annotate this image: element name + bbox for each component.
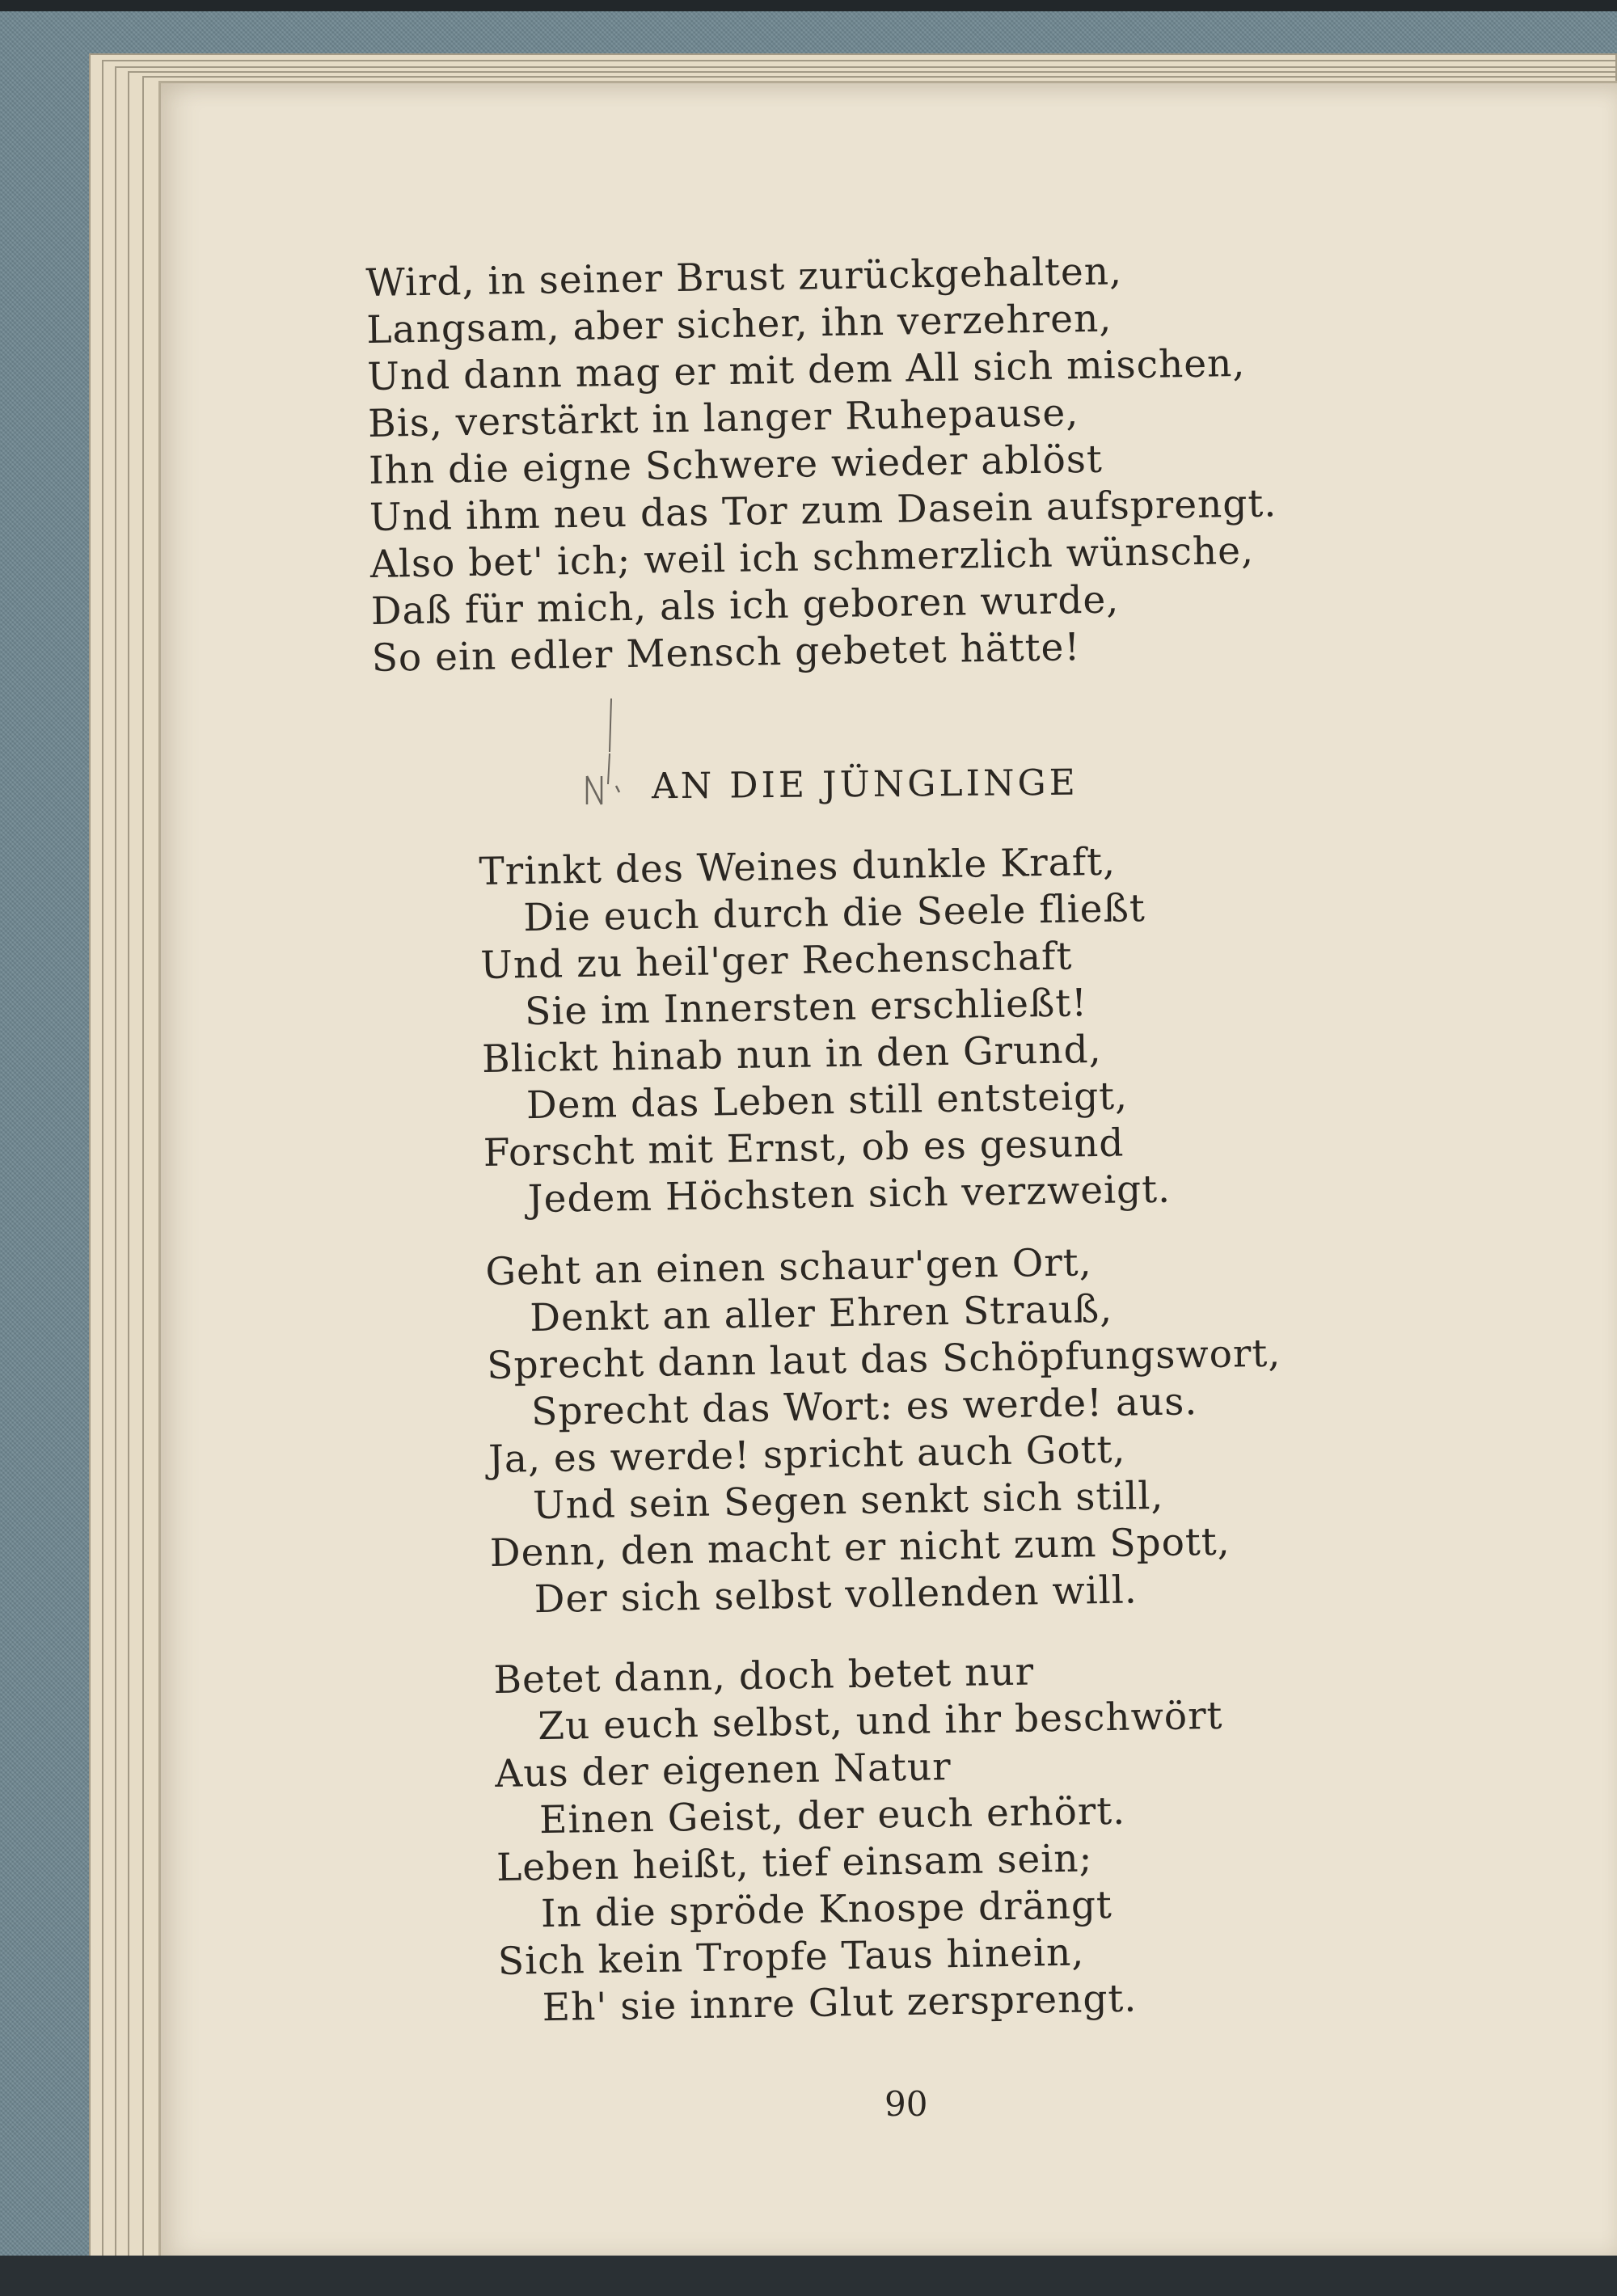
poem-line: Der sich selbst vollenden will.	[534, 1568, 1138, 1623]
poem-line: Ihn die eigne Schwere wieder ablöst	[368, 437, 1104, 493]
poem-line: Dem das Leben still entsteigt,	[526, 1074, 1129, 1129]
poem-line: Also bet' ich; weil ich schmerzlich wünsche,	[369, 528, 1255, 587]
poem-line: Forscht mit Ernst, ob es gesund	[483, 1121, 1125, 1175]
poem-line: Eh' sie innre Glut zersprengt.	[542, 1976, 1138, 2031]
poem-line: Und sein Segen senkt sich still,	[532, 1473, 1164, 1529]
stanza-1	[479, 838, 1171, 1224]
poem-line: In die spröde Knospe drängt	[540, 1883, 1113, 1937]
poem-line: Aus der eigenen Natur	[494, 1745, 952, 1796]
poem-line: Leben heißt, tief einsam sein;	[496, 1836, 1093, 1890]
poem-line: Geht an einen schaur'gen Ort,	[485, 1240, 1092, 1294]
poem-line: Sich kein Tropfe Taus hinein,	[497, 1930, 1085, 1984]
poem-line: Denkt an aller Ehren Strauß,	[529, 1286, 1113, 1341]
stanza-3	[493, 1646, 1227, 2032]
background-shadow	[0, 0, 1617, 11]
poem-line: Und ihm neu das Tor zum Dasein aufsprengt.	[369, 481, 1277, 540]
previous-poem-ending	[365, 246, 1279, 682]
pencil-mark-icon	[581, 695, 629, 825]
poem-line: Die euch durch die Seele fließt	[522, 886, 1146, 941]
poem-line: Zu euch selbst, und ihr beschwört	[537, 1693, 1223, 1749]
poem-line: Sprecht dann laut das Schöpfungswort,	[486, 1331, 1281, 1388]
poem-line: Daß für mich, als ich geboren wurde,	[370, 577, 1120, 634]
poem-line: Ja, es werde! spricht auch Gott,	[488, 1427, 1126, 1482]
poem-title: AN DIE JÜNGLINGE	[651, 762, 1079, 808]
poem-line: Denn, den macht er nicht zum Spott,	[489, 1519, 1231, 1576]
page-number: 90	[884, 2084, 928, 2124]
background-shadow	[0, 2256, 1617, 2296]
poem-line: Langsam, aber sicher, ihn verzehren,	[365, 296, 1112, 352]
poem-line: Blickt hinab nun in den Grund,	[481, 1027, 1102, 1082]
poem-line: So ein edler Mensch gebetet hätte!	[371, 625, 1081, 681]
poem-line: Bis, verstärkt in langer Ruhepause,	[367, 390, 1079, 446]
poem-line: Einen Geist, der euch erhört.	[538, 1788, 1126, 1843]
poem-line: Sprecht das Wort: es werde! aus.	[530, 1379, 1198, 1435]
poem-line: Wird, in seiner Brust zurückgehalten,	[365, 249, 1123, 306]
poem-line: Trinkt des Weines dunkle Kraft,	[479, 839, 1117, 894]
stanza-2	[485, 1237, 1285, 1624]
poem-line: Und dann mag er mit dem All sich mischen,	[366, 340, 1246, 399]
poem-line: Sie im Innersten erschließt!	[524, 981, 1088, 1035]
poem-line: Betet dann, doch betet nur	[493, 1649, 1035, 1703]
poem-line: Jedem Höchsten sich verzweigt.	[527, 1167, 1172, 1222]
poem-line: Und zu heil'ger Rechenschaft	[479, 934, 1073, 988]
